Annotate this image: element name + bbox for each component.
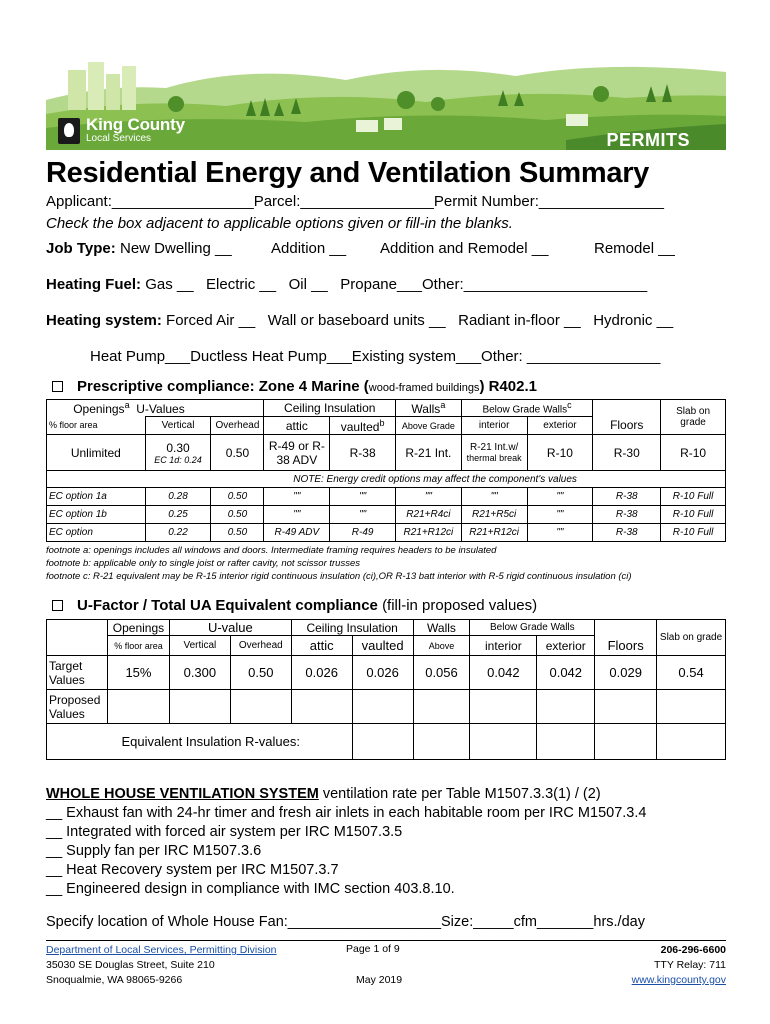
hdr-floors: Floors [593, 417, 661, 435]
base-vertical-note: EC 1d: 0.24 [154, 454, 202, 465]
ufactor-heading-end: (fill-in proposed values) [382, 597, 538, 614]
proposed-input[interactable] [291, 690, 352, 724]
table-row: EC option 1b 0.25 0.50 "" "" R21+R4ci R21+R5ci "" R-38 R-10 Full [47, 506, 726, 524]
target-value: 0.54 [657, 656, 726, 690]
u-hdr-floor-area: % floor area [107, 636, 169, 656]
dept-link[interactable]: Department of Local Services, Permitting Division [46, 944, 277, 956]
u-hdr-interior: interior [470, 636, 537, 656]
hdr-interior: interior [461, 417, 527, 435]
u-hdr-openings: Openings [107, 620, 169, 636]
heating-system-row[interactable] [46, 312, 673, 329]
ventilation-option[interactable]: __ Engineered design in compliance with IMC section 403.8.10. [46, 881, 455, 897]
hdr-ceiling: Ceiling Insulation [264, 400, 396, 417]
proposed-input[interactable] [470, 690, 537, 724]
u-hdr-overhead: Overhead [230, 636, 291, 656]
footnote-b: footnote b: applicable only to single joist or rafter cavity, not scissor trusses [46, 558, 361, 569]
base-interior-note: thermal break [466, 453, 522, 463]
u-hdr-vertical: Vertical [169, 636, 230, 656]
job-type-remodel[interactable]: Remodel __ [594, 240, 675, 257]
equivalent-input[interactable] [537, 724, 595, 760]
tty-relay: TTY Relay: 711 [654, 959, 726, 971]
table-row: EC option 1a 0.28 0.50 "" "" "" "" "" R-38 R-10 Full [47, 488, 726, 506]
king-county-logo-icon [58, 118, 80, 144]
hdr-openings: Openings$^a$ U-Values [47, 400, 211, 417]
hdr-below-grade: Below Grade Walls$^c$ [461, 400, 593, 417]
equivalent-input[interactable] [413, 724, 470, 760]
table-row [47, 690, 726, 724]
u-hdr-slab: Slab on grade [657, 620, 726, 656]
base-interior: R-21 Int.w/ [469, 442, 519, 453]
job-type-addition-remodel[interactable]: Addition and Remodel __ [380, 240, 549, 257]
ufactor-heading: U-Factor / Total UA Equivalent compliance [77, 597, 378, 614]
fan-location-line[interactable]: Specify location of Whole House Fan:___________________Size:_____cfm_______hrs./day [46, 914, 645, 930]
proposed-input[interactable] [107, 690, 169, 724]
equivalent-input[interactable] [595, 724, 657, 760]
footnote-c: footnote c: R-21 equivalent may be R-15 interior rigid continuous insulation (ci),OR R-13 batt interior with R-5 rigid continuous insulation (ci) [46, 571, 632, 582]
ufactor-table [46, 619, 726, 760]
hdr-walls: Walls$^a$ [396, 400, 462, 417]
page-number: Page 1 of 9 [346, 943, 400, 955]
header-banner [46, 54, 726, 150]
proposed-input[interactable] [595, 690, 657, 724]
ventilation-option[interactable]: __ Exhaust fan with 24-hr timer and fresh air inlets in each habitable room per IRC M1507.3.4 [46, 805, 647, 821]
footer-divider [46, 940, 726, 941]
king-county-logo [58, 116, 185, 145]
base-openings: Unlimited [47, 435, 146, 471]
u-hdr-uvalue: U-value [169, 620, 291, 636]
proposed-input[interactable] [537, 690, 595, 724]
prescriptive-table [46, 399, 726, 542]
proposed-input[interactable] [169, 690, 230, 724]
u-hdr-vaulted: vaulted [352, 636, 413, 656]
equivalent-label: Equivalent Insulation R-values: [107, 724, 352, 760]
hdr-attic: attic [264, 417, 330, 435]
job-type-label: Job Type: [46, 240, 116, 257]
website-link[interactable]: www.kingcounty.gov [631, 974, 726, 986]
phone-number: 206-296-6600 [660, 944, 726, 956]
permits-badge: PERMITS [606, 130, 690, 150]
table-row [47, 656, 726, 690]
proposed-input[interactable] [352, 690, 413, 724]
heating-system-label: Heating system: [46, 312, 162, 329]
org-name: King County [86, 115, 185, 134]
target-value: 0.056 [413, 656, 470, 690]
base-overhead: 0.50 [211, 435, 264, 471]
prescriptive-checkbox[interactable] [52, 381, 63, 392]
heating-system-options[interactable]: Forced Air __ Wall or baseboard units __ Radiant in-floor __ Hydronic __ [166, 312, 674, 329]
revision-date: May 2019 [356, 974, 403, 986]
ventilation-heading-bold: WHOLE HOUSE VENTILATION SYSTEM [46, 786, 319, 802]
base-vaulted: R-38 [330, 435, 396, 471]
job-type-row [46, 240, 726, 257]
hdr-slab: Slab on grade [661, 400, 726, 435]
base-slab: R-10 [661, 435, 726, 471]
base-walls: R-21 Int. [396, 435, 462, 471]
equivalent-input[interactable] [352, 724, 413, 760]
proposed-label: Proposed Values [47, 690, 108, 724]
heating-fuel-label: Heating Fuel: [46, 276, 142, 293]
ventilation-heading-rest: ventilation rate per Table M1507.3.3(1) / (2) [318, 786, 601, 802]
ventilation-option[interactable]: __ Supply fan per IRC M1507.3.6 [46, 843, 262, 859]
hdr-vaulted: vaulted$^b$ [330, 417, 396, 435]
equivalent-input[interactable] [470, 724, 537, 760]
job-type-new-dwelling[interactable]: New Dwelling __ [120, 240, 232, 257]
heating-fuel-options[interactable]: Gas __ Electric __ Oil __ Propane___Other:______________________ [145, 276, 648, 293]
ufactor-section-heading [52, 597, 537, 614]
target-value: 0.50 [230, 656, 291, 690]
u-hdr-walls: Walls [413, 620, 470, 636]
footnote-a: footnote a: openings includes all windows and doors. Intermediate framing requires headers to be insulated [46, 545, 497, 556]
base-attic: R-49 or R-38 ADV [264, 435, 330, 471]
ventilation-heading [46, 786, 601, 802]
target-value: 15% [107, 656, 169, 690]
instruction-text: Check the box adjacent to applicable options given or fill-in the blanks. [46, 215, 513, 232]
heating-system-row-2[interactable]: Heat Pump___Ductless Heat Pump___Existing system___Other: ________________ [90, 348, 661, 365]
equivalent-input[interactable] [657, 724, 726, 760]
ventilation-option[interactable]: __ Heat Recovery system per IRC M1507.3.7 [46, 862, 339, 878]
energy-credit-note: NOTE: Energy credit options may affect the component's values [145, 471, 725, 488]
address-line-1: 35030 SE Douglas Street, Suite 210 [46, 959, 215, 971]
proposed-input[interactable] [230, 690, 291, 724]
prescriptive-heading-small: wood-framed buildings [368, 382, 480, 394]
u-hdr-exterior: exterior [537, 636, 595, 656]
ufactor-checkbox[interactable] [52, 600, 63, 611]
heating-fuel-row[interactable] [46, 276, 647, 293]
base-vertical: 0.30 [166, 440, 190, 455]
u-hdr-floors: Floors [595, 636, 657, 656]
prescriptive-section-heading [52, 378, 537, 395]
target-value: 0.042 [470, 656, 537, 690]
u-hdr-ceiling: Ceiling Insulation [291, 620, 413, 636]
page-title: Residential Energy and Ventilation Summary [46, 157, 650, 189]
target-value: 0.042 [537, 656, 595, 690]
ec-option-name: EC option 1b [47, 506, 146, 524]
ec-option-name: EC option 1a [47, 488, 146, 506]
proposed-input[interactable] [657, 690, 726, 724]
job-type-addition[interactable]: Addition __ [271, 240, 347, 257]
u-hdr-below: Below Grade Walls [470, 620, 595, 636]
prescriptive-heading-end: ) R402.1 [479, 378, 537, 395]
base-exterior: R-10 [527, 435, 593, 471]
target-label: Target Values [47, 656, 108, 690]
hdr-above-grade: Above Grade [396, 417, 462, 435]
hdr-vertical: Vertical [145, 417, 211, 435]
target-value: 0.026 [352, 656, 413, 690]
proposed-input[interactable] [413, 690, 470, 724]
hdr-overhead: Overhead [211, 417, 264, 435]
table-row [47, 724, 726, 760]
u-hdr-attic: attic [291, 636, 352, 656]
applicant-line[interactable]: Applicant:_________________Parcel:________________Permit Number:_______________ [46, 193, 665, 210]
table-row: EC option 0.22 0.50 R-49 ADV R-49 R21+R12ci R21+R12ci "" R-38 R-10 Full [47, 524, 726, 542]
target-value: 0.300 [169, 656, 230, 690]
prescriptive-heading: Prescriptive compliance: Zone 4 Marine ( [77, 378, 369, 395]
target-value: 0.029 [595, 656, 657, 690]
ec-option-name: EC option [47, 524, 146, 542]
hdr-floor-area: % floor area [47, 417, 146, 435]
base-floors: R-30 [593, 435, 661, 471]
u-hdr-above: Above [413, 636, 470, 656]
address-line-2: Snoqualmie, WA 98065-9266 [46, 974, 183, 986]
hdr-exterior: exterior [527, 417, 593, 435]
ventilation-option[interactable]: __ Integrated with forced air system per IRC M1507.3.5 [46, 824, 403, 840]
target-value: 0.026 [291, 656, 352, 690]
table-row [47, 435, 726, 471]
org-subname: Local Services [86, 133, 152, 144]
